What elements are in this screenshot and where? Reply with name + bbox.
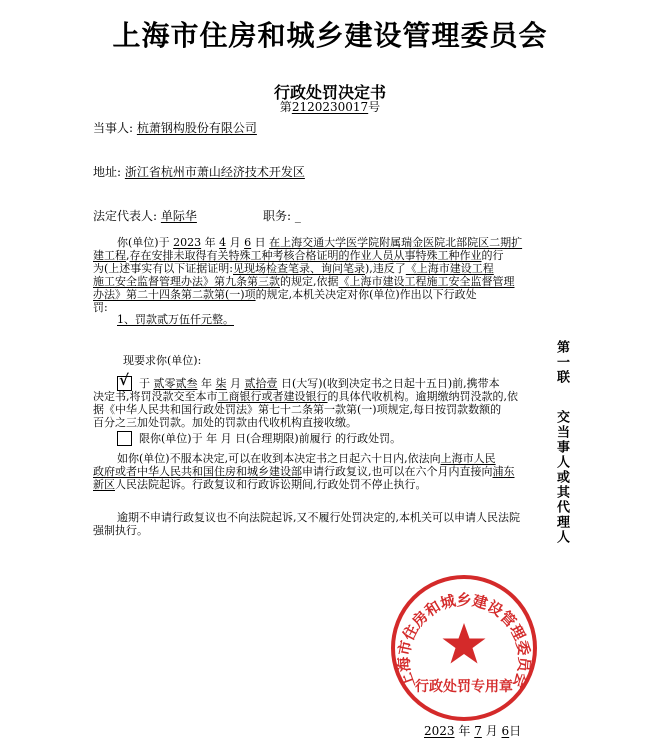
address-value: 浙江省杭州市萧山经济技术开发区 bbox=[124, 165, 305, 179]
facts-paragraph: 你(单位)于 2023 年 4 月 6 日 在上海交通大学医学院附属瑞金医院北部院区二期扩 建工程,存在安排未取得有关特殊工种考核合格证明的作业人员从事特殊工种作业的行 为(上述事实有以下证据证明:见现场检查笔录、询问笔录),违反了《上海市建设工程 施工安全监督管理办法》第九条第三款的规定,依据《上海市建设工程施工安全监督管理 办法》第二十四条第二款第(一)项的规定,本机关决定对你(单位)作出以下行政处 罚: bbox=[93, 236, 523, 314]
agency-title: 上海市住房和城乡建设管理委员会 bbox=[112, 19, 548, 52]
representative-line bbox=[93, 209, 197, 223]
document-number-value: 2120230017 bbox=[291, 100, 369, 114]
issue-date: 2023 年 7 月 6日 bbox=[424, 724, 522, 738]
payment-bank: 工商银行或者建设银行 bbox=[217, 390, 328, 403]
violation-description: 存在安排未取得有关特殊工种考核合格证明的作业人员从事特殊工种作业 bbox=[129, 249, 482, 262]
position-label: 职务: bbox=[263, 209, 292, 223]
issue-day: 6 bbox=[501, 724, 510, 738]
review-authority-1: 上海市人民 bbox=[440, 452, 496, 465]
project-name: 在上海交通大学医学院附属瑞金医院北部院区二期扩 bbox=[269, 236, 523, 249]
position-value: _ bbox=[294, 209, 301, 223]
incident-month: 4 bbox=[219, 236, 227, 249]
representative-label: 法定代表人: bbox=[93, 209, 158, 223]
deadline-day: 贰拾壹 bbox=[244, 377, 278, 390]
party-line bbox=[93, 121, 257, 135]
requirements-intro: 现要求你(单位): bbox=[123, 354, 202, 367]
official-seal bbox=[389, 573, 539, 723]
representative-name: 单际华 bbox=[160, 209, 197, 223]
incident-year: 2023 bbox=[173, 236, 202, 249]
deadline-year: 贰零贰叁 bbox=[153, 377, 198, 390]
evidence: 见现场检查笔录、询问笔录 bbox=[233, 262, 365, 275]
basis-regulation: 《上海市建设工程施工安全监督管理 bbox=[338, 275, 515, 288]
incident-day: 6 bbox=[244, 236, 252, 249]
option-pay-fine-text: 于 贰零贰叁 年 柒 月 贰拾壹 日(大写)(收到决定书之日起十五日)前,携带本 决定书,将罚没款交至本市工商银行或者建设银行的具体代收机构。逾期缴纳罚没款的,依 据《中华人民共和国行政处罚法》第七十二条第一款第(一)项规定,每日按罚款数额的 百分之三加处罚款。加处的罚款由代收机构直接收缴。 bbox=[93, 377, 518, 429]
seal-bottom-text: 行政处罚专用章 bbox=[415, 679, 513, 695]
document-number: 第2120230017号 bbox=[279, 100, 381, 114]
copy-number-label: 第一联 bbox=[554, 340, 569, 385]
position-line bbox=[263, 209, 301, 223]
address-line bbox=[93, 165, 305, 179]
court-district: 浦东 bbox=[492, 465, 515, 478]
penalty-item: 1、罚款贰万伍仟元整。 bbox=[117, 313, 234, 326]
star-icon bbox=[443, 623, 486, 664]
remedy-paragraph: 如你(单位)不服本决定,可以在收到本决定书之日起六十日内,依法向上海市人民 政府或者中华人民共和国住房和城乡建设部申请行政复议,也可以在六个月内直接向浦东 新区人民法院起诉。行政复议和行政诉讼期间,行政处罚不停止执行。 bbox=[93, 452, 515, 491]
address-label: 地址: bbox=[93, 165, 122, 179]
recipient-label: 交当事人或其代理人 bbox=[554, 410, 569, 545]
seal-ring-text: 上海市住房和城乡建设管理委员会 bbox=[394, 591, 534, 691]
checkmark-icon: √ bbox=[119, 371, 129, 389]
document-type-title: 行政处罚决定书 bbox=[273, 83, 386, 102]
issue-year: 2023 bbox=[424, 724, 455, 738]
enforcement-paragraph: 逾期不申请行政复议也不向法院起诉,又不履行处罚决定的,本机关可以申请人民法院 强制执行。 bbox=[93, 511, 520, 537]
option-deadline-checkbox[interactable] bbox=[117, 431, 132, 446]
option-deadline-text: 限你(单位)于 年 月 日(合理期限)前履行 的行政处罚。 bbox=[139, 432, 402, 445]
party-name: 杭萧钢构股份有限公司 bbox=[136, 121, 257, 135]
deadline-month: 柒 bbox=[215, 377, 227, 390]
review-authority-2: 政府或者中华人民共和国住房和城乡建设部 bbox=[93, 465, 302, 478]
party-label: 当事人: bbox=[93, 121, 134, 135]
issue-month: 7 bbox=[474, 724, 482, 738]
violated-regulation: 施工安全监督管理办法》第九条第三款 bbox=[93, 275, 280, 288]
